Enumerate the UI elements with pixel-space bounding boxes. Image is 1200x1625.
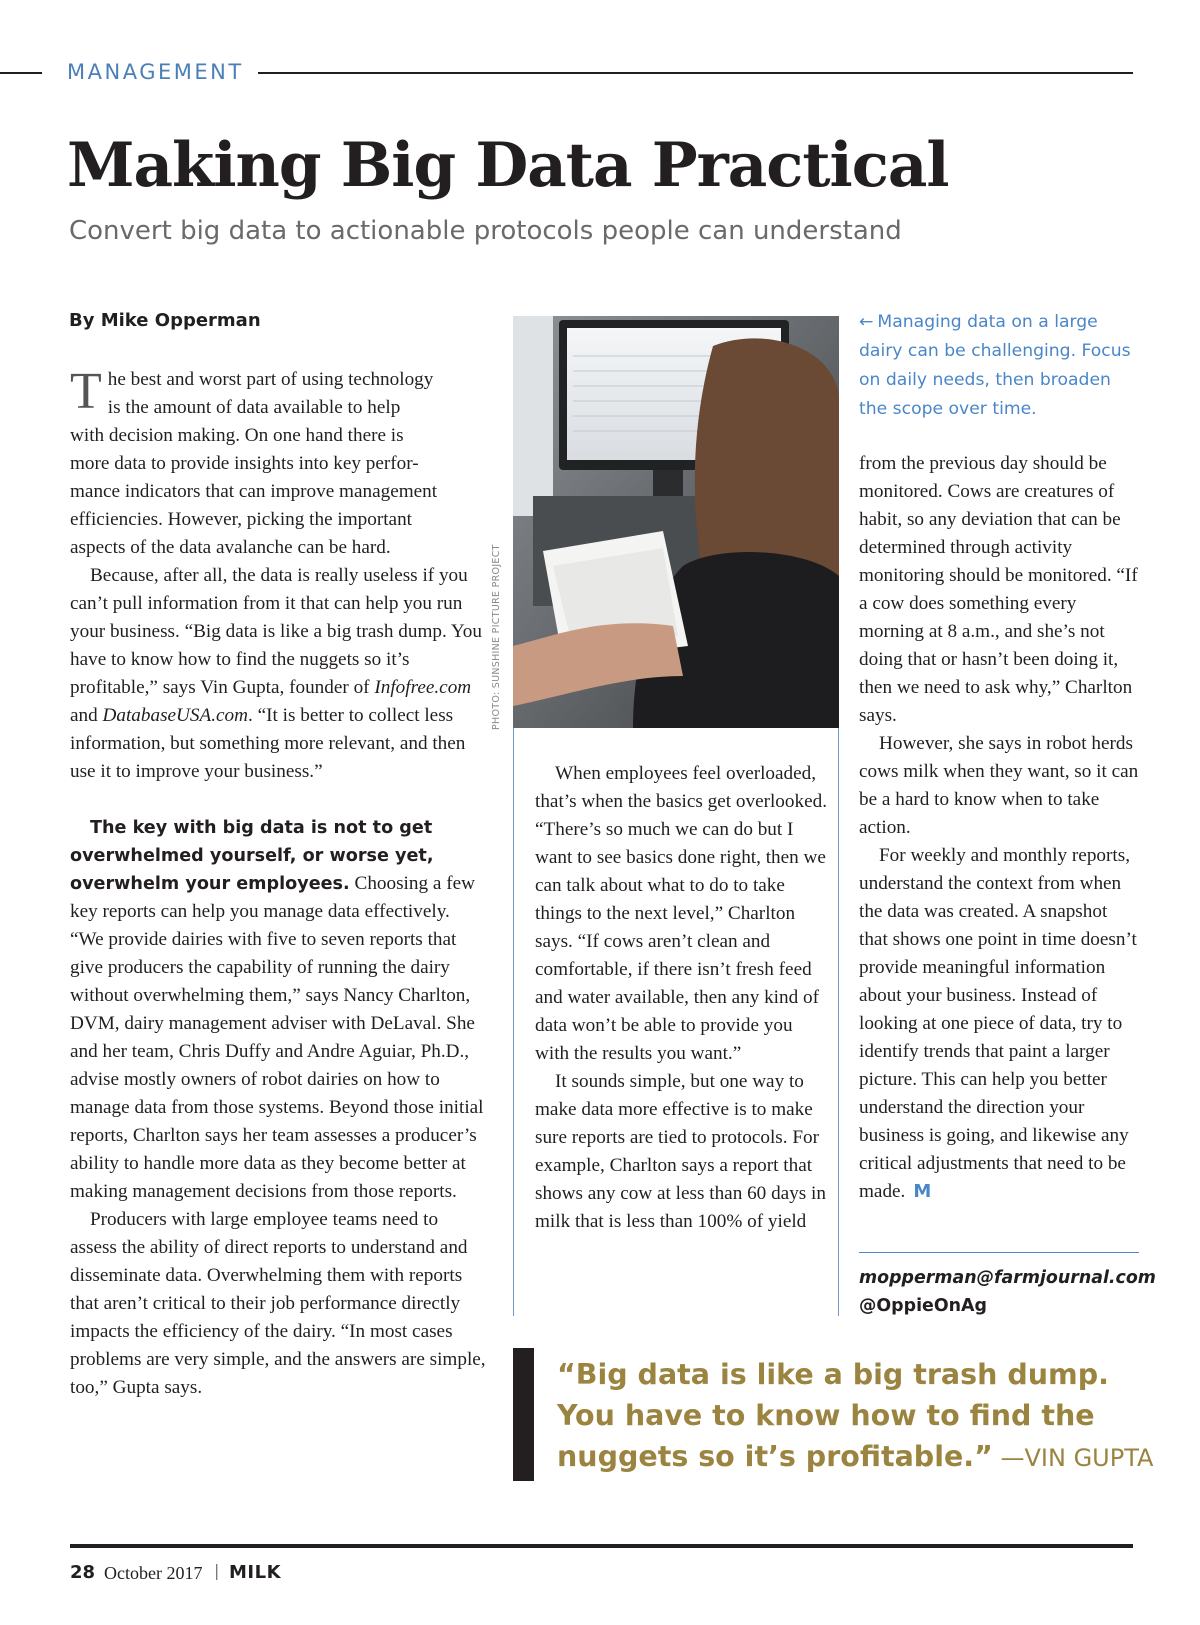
photo-illustration <box>513 316 839 728</box>
footer-separator: | <box>214 1561 220 1580</box>
footer-rule <box>70 1544 1133 1548</box>
quote-attribution: —VIN GUPTA <box>992 1444 1154 1472</box>
issue-date: October 2017 <box>104 1563 203 1583</box>
line: efficiencies. However, picking the important <box>70 509 413 530</box>
paragraph-2 <box>70 562 488 786</box>
line: more data to provide insights into key perfor- <box>70 453 419 474</box>
section-label: MANAGEMENT <box>67 60 244 84</box>
page-number: 28 <box>70 1562 96 1583</box>
author-twitter-handle[interactable]: @OppieOnAg <box>859 1296 987 1316</box>
header-rule-right <box>258 72 1133 74</box>
end-mark: M <box>913 1181 932 1202</box>
photo-caption <box>859 308 1139 424</box>
paragraph: from the previous day should be monitored. Cows are creatures of habit, so any deviation that can be determined through activity monitoring should be monitored. “If a cow does something every morning at 8 a.m., and she’s not doing that or hasn’t been doing it, then we need to ask why,” Charlton says. <box>859 453 1138 726</box>
paragraph: When employees feel overloaded, that’s when the basics get overlooked. “There’s so much we can do but I want to see basics done right, then we can talk about what to do to take things to the next level,” Charlton says. “If cows aren’t clean and comfortable, if there isn’t fresh feed and water available, then any kind of data won’t be able to provide you with the results you want.” <box>535 763 827 1064</box>
text: Because, after all, the data is really useless if you can’t pull information from it that can help you run your business. “Big data is like a big trash dump. You have to know how to find the nuggets so it’s profitable,” says Vin Gupta, founder of <box>70 565 482 698</box>
text: . “It is better to collect less information, but something more relevant, and then use it to improve your business.” <box>70 705 466 782</box>
column-2 <box>535 760 831 1236</box>
lead-in: The key with big data is not to get overwhelmed yourself, or worse yet, overwhelm your employees. <box>70 818 434 894</box>
paragraph: However, she says in robot herds cows milk when they want, so it can be a hard to know when to take action. <box>859 733 1139 838</box>
column-3 <box>859 450 1139 1206</box>
text: For weekly and monthly reports, understand the context from when the data was created. A snapshot that shows one point in time doesn’t provide meaningful information about your business. Instead of looking at one piece of data, try to identify trends that paint a larger picture. This can help you better understand the direction your business is going, and likewise any critical adjustments that need to be made. <box>859 845 1137 1202</box>
quote-line: nuggets so it’s profitable.” <box>557 1440 993 1473</box>
article-photo <box>513 316 839 728</box>
line: with decision making. On one hand there is <box>70 425 404 446</box>
line: is the amount of data available to help <box>107 397 401 418</box>
line: aspects of the data avalanche can be hard. <box>70 537 391 558</box>
paragraph-1 <box>70 363 488 562</box>
column-1 <box>70 363 488 1402</box>
website-name: DatabaseUSA.com <box>102 705 248 726</box>
author-email[interactable]: mopperman@farmjournal.com <box>859 1268 1156 1288</box>
pull-quote-bar <box>513 1348 534 1481</box>
website-name: Infofree.com <box>374 677 472 698</box>
article-subtitle: Convert big data to actionable protocols people can understand <box>69 216 902 246</box>
pull-quote <box>557 1354 1157 1479</box>
article-title: Making Big Data Practical <box>67 130 949 201</box>
contact-rule <box>859 1252 1139 1253</box>
text: Choosing a few key reports can help you manage data effectively. “We provide dairies with five to seven reports that give producers the capability of running the dairy without overwhelming them,” says Nancy Charlton, DVM, dairy management adviser with DeLaval. She and her team, Chris Duffy and Andre Aguiar, Ph.D., advise mostly owners of robot dairies on how to manage data from those systems. Beyond those initial reports, Charlton says her team assesses a producer’s ability to handle more data as they become better at making management decisions from those reports. <box>70 873 484 1202</box>
arrow-left-icon: ← <box>859 312 874 332</box>
paragraph-4: Producers with large employee teams need to assess the ability of direct reports to understand and disseminate data. Overwhelming them with reports that aren’t critical to their job performance directly impacts the efficiency of the dairy. “In most cases problems are very simple, and the answers are simple, too,” Gupta says. <box>70 1209 486 1398</box>
line: he best and worst part of using technology <box>107 369 434 390</box>
header-rule-left <box>0 72 42 74</box>
magazine-name: MILK <box>229 1562 282 1583</box>
drop-cap: T <box>70 363 102 420</box>
paragraph: It sounds simple, but one way to make data more effective is to make sure reports are tied to protocols. For example, Charlton says a report that shows any cow at less than 60 days in milk that is less than 100% of yield <box>535 1071 826 1232</box>
photo-credit: PHOTO: SUNSHINE PICTURE PROJECT <box>491 544 502 730</box>
text: and <box>70 705 103 726</box>
byline: By Mike Opperman <box>69 310 261 331</box>
quote-line: You have to know how to find the <box>557 1399 1095 1432</box>
paragraph <box>859 842 1139 1206</box>
line: mance indicators that can improve management <box>70 481 438 502</box>
quote-line: “Big data is like a big trash dump. <box>557 1358 1109 1391</box>
paragraph-3 <box>70 814 488 1206</box>
caption-text: Managing data on a large dairy can be challenging. Focus on daily needs, then broaden the scope over time. <box>859 312 1131 419</box>
